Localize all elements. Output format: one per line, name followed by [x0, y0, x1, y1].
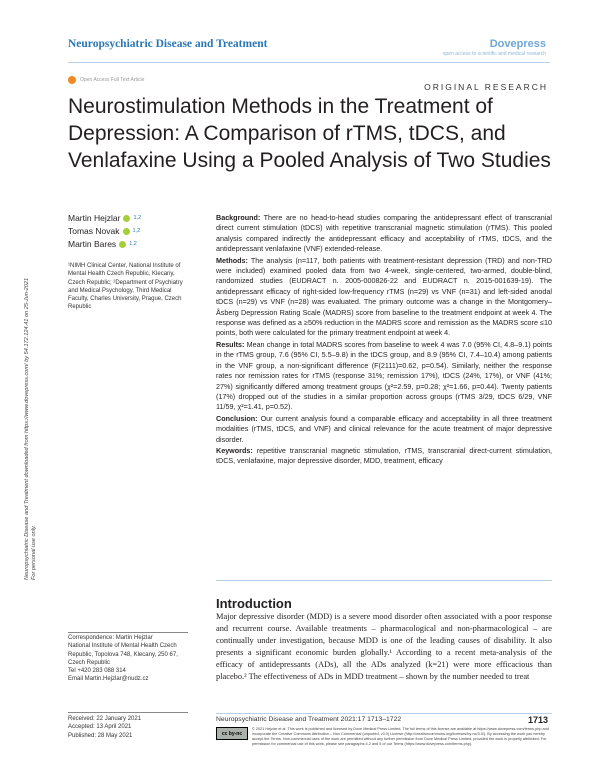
abstract-label: Methods: [216, 255, 248, 265]
sidebar-text [24, 130, 38, 580]
author-name: Martin Hejzlar [68, 213, 121, 223]
correspondence-address: National Institute of Mental Health Czech Republic, Topolova 748, Klecany, 250 67, Czech Republic [68, 643, 178, 666]
author-item [68, 225, 141, 238]
article-dates [68, 715, 141, 740]
publisher-tagline: open access to scientific and medical research [442, 51, 546, 57]
correspondence-tel: Tel +420 283 088 314 [68, 668, 126, 675]
license-text: © 2021 Hejzlar et al. This work is published and licensed by Dove Medical Press Limited. The full terms of this license are available at https://www.dovepress.com/terms.php and incorporate the Creative Commons Attribution – Non Commercial (unported, v3.0) License (http://creativecommons.org/licenses/by-nc/3.0/). By accessing the work you hereby accept the Terms. Non-commercial uses of the work are permitted without any further permission from Dove Medical Press Limited, provided the work is properly attributed. For permission for commercial use of this work, please see paragraphs 4.2 and 5 of our Terms (https://www.dovepress.com/terms.php). [252, 727, 549, 747]
author-list [68, 212, 141, 251]
download-sidebar [20, 130, 42, 600]
journal-name: Neuropsychiatric Disease and Treatment [68, 38, 268, 50]
open-access-icon [68, 76, 76, 84]
open-access-text: Open Access Full Text Article [80, 77, 145, 83]
sidebar-line-1: Neuropsychiatric Disease and Treatment downloaded from https://www.dovepress.com/ by 54.172.124.41 on 25-Jun-2021 [24, 277, 30, 580]
author-name: Tomas Novak [68, 226, 120, 236]
abstract-text: There are no head-to-head studies comparing the antidepressant effect of transcranial direct current stimulation (tDCS) with repetitive transcranial magnetic stimulation (rTMS). This pooled analysis compared indirectly the antidepressant efficacy and acceptability of rTMS, tDCS, and the antidepressant venlafaxine (VNF) extended-release. [216, 213, 552, 254]
abstract-text: Our current analysis found a comparable efficacy and acceptability in all three treatment modalities (rTMS, tDCS, and VNF) and clinical relevance for the acute treatment of major depressive disorder. [216, 413, 552, 444]
footer-rule [216, 713, 552, 714]
abstract-label: Conclusion: [216, 413, 258, 423]
abstract [216, 213, 552, 468]
author-item [68, 212, 141, 225]
correspondence-rule [68, 632, 188, 633]
cc-license-icon[interactable]: cc by-nc [216, 727, 248, 740]
author-item [68, 238, 141, 251]
abstract-conclusion [216, 414, 552, 445]
open-access-label [68, 76, 144, 84]
author-affiliation-sup: 1,2 [132, 228, 141, 234]
author-name: Martin Bares [68, 239, 117, 249]
abstract-text: Mean change in total MADRS scores from baseline to week 4 was 7.0 (95% CI, 4.8–9.1) points in the rTMS group, 7.6 (95% CI, 5.5–9.8) in the tDCS group, and 8.9 (95% CI, 7.4–10.4) among patients in the VNF group, a non-significant difference (F(2111)=0.62, p=0.54). Similarly, neither the response rates nor remission rates for rTMS (response 31%; remission 17%), tDCS (24%, 17%), or VNF (41%; 27%) significantly differed among treatment groups (χ²=2.59, p=0.28; χ²=1.66, p=0.44). Twenty patients (17%) dropped out of the studies in a similar proportion across groups (rTMS 3/29, tDCS 6/29, VNF 11/59, χ²=1.41, p=0.52). [216, 339, 553, 412]
abstract-text: repetitive transcranial magnetic stimulation, rTMS, transcranial direct-current stimulation, tDCS, venlafaxine, major depressive disorder, MDD, treatment, efficacy [216, 445, 553, 466]
publisher-logo: Dovepress [489, 38, 546, 50]
orcid-icon[interactable] [123, 215, 130, 222]
date-received: Received: 22 January 2021 [68, 716, 142, 722]
article-type: ORIGINAL RESEARCH [424, 82, 548, 92]
license-block [216, 727, 552, 747]
author-affiliation-sup: 1,2 [133, 215, 142, 221]
abstract-text: The analysis (n=117, both patients with treatment-resistant depression (TRD) and non-TRD were included) examined pooled data from two 4-week, single-centered, two-armed, double-blind, randomized studies (EUDRACT n. 2005-000826-22 and EUDRACT n. 2015-001639-19). The antidepressant efficacy of right-sided low-frequency rTMS (n=29) vs VNF (n=31) and left-sided anodal tDCS (n=29) vs VNF (n=28) was evaluated. The primary outcome was a change in the Montgomery–Åsberg Depression Rating Scale (MADRS) score from baseline to the treatment endpoint at week 4. The response was defined as a ≥50% reduction in the MADRS score and remission as the MADRS score ≤10 points, both were calculated for the primary treatment endpoint at week 4. [216, 255, 552, 338]
author-affiliation-sup: 1,2 [129, 241, 137, 247]
abstract-background [216, 213, 552, 255]
dates-rule [68, 712, 188, 713]
footer-citation: Neuropsychiatric Disease and Treatment 2021:17 1713–1722 [216, 716, 402, 723]
abstract-label: Results: [216, 339, 245, 349]
abstract-rule [216, 580, 552, 581]
page-number: 1713 [527, 715, 548, 725]
correspondence [68, 634, 196, 684]
abstract-methods [216, 256, 552, 339]
correspondence-label: Correspondence: Martin Hejzlar [68, 635, 153, 641]
correspondence-email[interactable]: Email Martin.Hejzlar@nudz.cz [68, 676, 149, 683]
abstract-label: Background: [216, 213, 261, 222]
affiliations: ¹NIMH Clinical Center, National Institute of Mental Health Czech Republic, Klecany, Czech Republic; ²Department of Psychiatry and Medical Psychology, Third Medical Faculty, Charles University, Prague, Czech Republic [68, 263, 183, 311]
orcid-icon[interactable] [123, 228, 130, 235]
abstract-label: Keywords: [216, 445, 253, 455]
header-rule [68, 62, 550, 63]
orcid-icon[interactable] [119, 241, 126, 248]
introduction-body: Major depressive disorder (MDD) is a severe mood disorder often associated with a poor response and recurrent course. Available treatments – pharmacological and non-pharmacological – are continually under investigation, because MDD is one of the leading causes of disability. It also presents a significant economic burden globally.¹ According to a recent meta-analysis of the efficacy of antidepressants (ADs), all the ADs analyzed (k=21) were more efficacious than placebo.² The effectiveness of ADs in MDD treatment – shown by the number needed to treat [216, 612, 552, 682]
article-title: Neurostimulation Methods in the Treatment of Depression: A Comparison of rTMS, tDCS, and Venlafaxine Using a Pooled Analysis of Two Studies [68, 95, 551, 172]
date-published: Published: 28 May 2021 [68, 732, 133, 739]
sidebar-line-2: For personal use only. [31, 525, 37, 580]
abstract-keywords [216, 446, 552, 467]
section-heading: Introduction [216, 596, 292, 611]
abstract-results [216, 340, 552, 413]
date-accepted: Accepted: 13 April 2021 [68, 724, 132, 731]
